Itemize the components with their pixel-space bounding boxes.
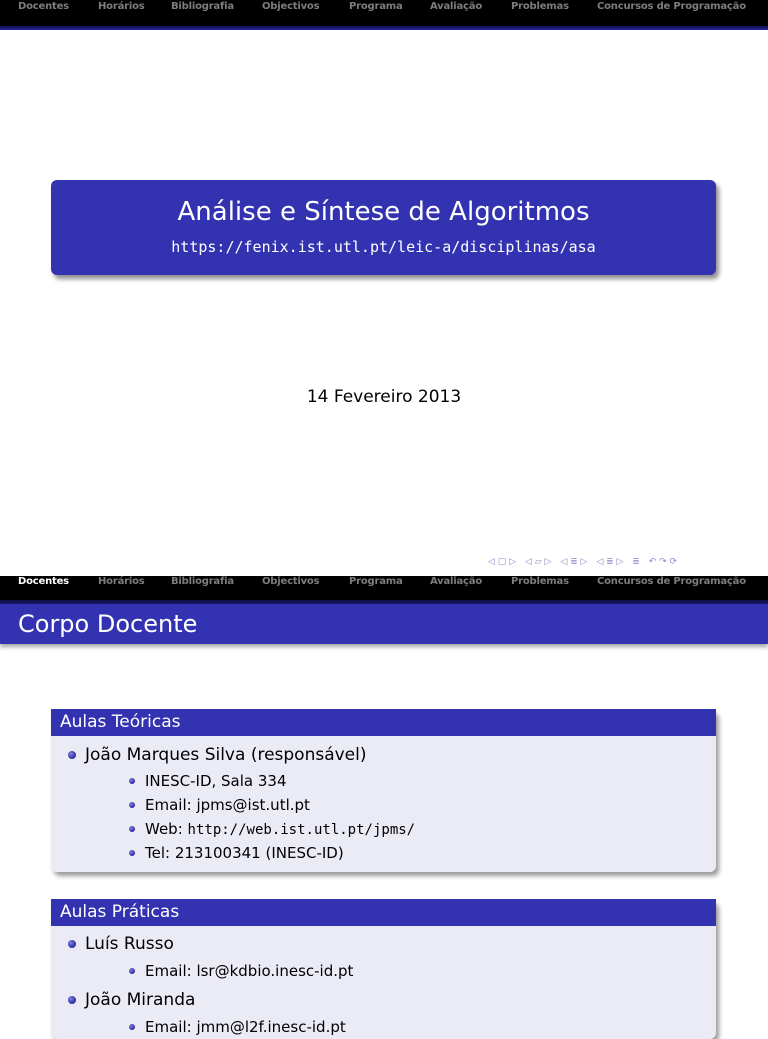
email-text: Email: jmm@l2f.inesc-id.pt <box>145 1018 346 1036</box>
bullet-icon <box>129 778 135 784</box>
email-text: Email: lsr@kdbio.inesc-id.pt <box>145 962 354 980</box>
block-aulas-teoricas <box>51 709 716 872</box>
bullet-icon <box>68 940 76 948</box>
presentation-title: Análise e Síntese de Algoritmos <box>177 197 590 227</box>
outline-icon[interactable]: ≣ <box>632 557 640 567</box>
nav-docentes[interactable]: Docentes <box>18 576 69 587</box>
frame-title-bar <box>0 604 768 644</box>
presentation-date: 14 Fevereiro 2013 <box>306 387 462 407</box>
list-subitem <box>145 771 287 791</box>
nav-avaliacao[interactable]: Avaliação <box>430 576 482 587</box>
nav-programa[interactable]: Programa <box>349 576 403 587</box>
course-url[interactable]: https://fenix.ist.utl.pt/leic-a/disciplinas/asa <box>171 238 596 256</box>
assistant-name: João Miranda <box>85 990 196 1010</box>
list-subitem <box>145 795 310 815</box>
bullet-icon <box>129 850 135 856</box>
nav-horarios[interactable]: Horários <box>98 1 145 12</box>
office-location: INESC-ID, Sala 334 <box>145 772 287 790</box>
nav-horarios[interactable]: Horários <box>98 576 145 587</box>
block-title: Aulas Teóricas <box>51 709 716 736</box>
section-navigation-bar <box>0 0 768 30</box>
web-label: Web: <box>145 820 188 838</box>
frame-title: Corpo Docente <box>18 610 198 638</box>
list-item <box>85 989 195 1011</box>
list-subitem <box>145 819 415 840</box>
list-subitem <box>145 1017 346 1037</box>
bullet-icon <box>129 826 135 832</box>
search-back-icon[interactable]: ↶ ↷ ⟳ <box>648 557 678 567</box>
email-text: Email: jpms@ist.utl.pt <box>145 796 310 814</box>
block-title: Aulas Práticas <box>51 899 716 926</box>
corpo-docente-slide <box>0 576 768 1036</box>
phone-text: Tel: 213100341 (INESC-ID) <box>145 844 344 862</box>
nav-concursos[interactable]: Concursos de Programação <box>597 576 746 587</box>
list-item <box>85 744 367 766</box>
lecturer-name: João Marques Silva (responsável) <box>85 745 367 765</box>
section-nav-icon[interactable]: ◁ ≣ ▷ <box>560 557 588 567</box>
list-subitem <box>145 843 344 863</box>
nav-objectivos[interactable]: Objectivos <box>262 1 320 12</box>
bullet-icon <box>129 1024 135 1030</box>
subsection-nav-icon[interactable]: ◁ ▱ ▷ <box>524 557 552 567</box>
nav-docentes[interactable]: Docentes <box>18 1 69 12</box>
list-item <box>85 933 174 955</box>
bullet-icon <box>68 751 76 759</box>
web-link[interactable]: http://web.ist.utl.pt/jpms/ <box>187 822 416 838</box>
nav-programa[interactable]: Programa <box>349 1 403 12</box>
list-subitem <box>145 961 353 981</box>
nav-avaliacao[interactable]: Avaliação <box>430 1 482 12</box>
frame-nav-icon[interactable]: ◁ ▢ ▷ <box>488 557 517 567</box>
document-nav-icon[interactable]: ◁ ≣ ▷ <box>596 557 624 567</box>
beamer-navigation-symbols <box>488 557 683 571</box>
nav-concursos[interactable]: Concursos de Programação <box>597 1 746 12</box>
nav-bibliografia[interactable]: Bibliografia <box>171 576 234 587</box>
assistant-name: Luís Russo <box>85 934 174 954</box>
block-aulas-praticas <box>51 899 716 1039</box>
section-navigation-bar <box>0 576 768 604</box>
nav-problemas[interactable]: Problemas <box>511 576 569 587</box>
nav-bibliografia[interactable]: Bibliografia <box>171 1 234 12</box>
bullet-icon <box>129 968 135 974</box>
bullet-icon <box>68 996 76 1004</box>
title-block <box>51 180 716 275</box>
nav-problemas[interactable]: Problemas <box>511 1 569 12</box>
bullet-icon <box>129 802 135 808</box>
nav-objectivos[interactable]: Objectivos <box>262 576 320 587</box>
